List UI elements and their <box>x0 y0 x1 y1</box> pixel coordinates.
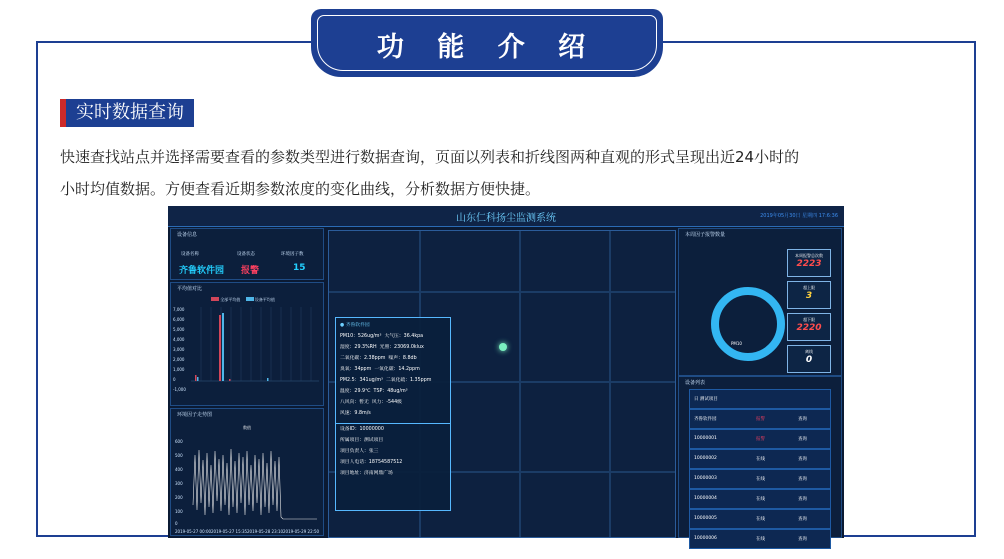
alarm-panel <box>678 228 842 376</box>
alarm-card-offline <box>787 345 831 373</box>
table-row[interactable] <box>689 469 831 489</box>
avg-bar-device <box>197 377 199 381</box>
map-panel[interactable] <box>328 230 676 538</box>
device-status: 在线 <box>756 517 765 522</box>
alarm-card-total <box>787 249 831 277</box>
query-button[interactable]: 查询 <box>798 417 807 422</box>
description-line-2: 小时均值数据。方便查看近期参数浓度的变化曲线，分析数据方便快捷。 <box>60 180 541 198</box>
table-row[interactable] <box>689 449 831 469</box>
device-status: 在线 <box>756 477 765 482</box>
device-name-label: 设备名称 <box>181 252 199 257</box>
factor-count-label: 环境因子数 <box>281 252 304 257</box>
table-row[interactable] <box>689 529 831 549</box>
popup-row: PM10：526ug/m³ 大气压：36.4kpa <box>340 334 424 339</box>
table-row[interactable] <box>689 489 831 509</box>
system-title: 山东仁科扬尘监测系统 <box>456 213 556 224</box>
popup-row: 二氧化碳：2.38ppm 噪声：8.8db <box>340 356 417 361</box>
device-status: 在线 <box>756 457 765 462</box>
trend-x-tick: 2019-05-29 22:50 <box>283 529 320 534</box>
popup-row: 湿度：29.3%RH 光照：23069.0klux <box>340 345 424 350</box>
alarm-ring-chart <box>711 287 785 361</box>
popup-detail: 设备ID：10000000 <box>340 427 384 432</box>
query-button[interactable]: 查询 <box>798 437 807 442</box>
popup-row: 臭氧：34ppm 一氧化碳：14.2ppm <box>340 367 420 372</box>
device-name: 10000005 <box>694 516 717 521</box>
title-tab <box>311 9 663 77</box>
avg-y-tick: 6,000 <box>173 317 185 322</box>
device-status-value: 报警 <box>241 266 260 276</box>
avg-chart-panel <box>170 282 324 406</box>
trend-series-line <box>193 449 317 519</box>
alarm-card-label: 超下限 <box>803 317 815 322</box>
table-row[interactable] <box>689 429 831 449</box>
device-status: 在线 <box>756 537 765 542</box>
alarm-card-value: 2220 <box>796 323 822 333</box>
query-button[interactable]: 查询 <box>798 477 807 482</box>
alarm-card-label: 离线 <box>805 349 813 354</box>
dashboard-topbar <box>168 206 844 227</box>
popup-row: 温度：29.9℃ TSP：48ug/m³ <box>340 389 408 394</box>
project-name: 日 测试项目 <box>694 397 718 402</box>
table-row[interactable] <box>689 409 831 429</box>
page-title: 功 能 介 绍 <box>376 32 598 63</box>
trend-legend: 数值 <box>243 425 251 430</box>
system-datetime: 2019年05月30日 星期四 17:6:36 <box>760 213 838 219</box>
query-button[interactable]: 查询 <box>798 497 807 502</box>
device-list-panel <box>678 376 842 542</box>
description <box>60 141 960 205</box>
trend-x-tick: 2019-05-27 15:35 <box>211 529 248 534</box>
alarm-card-label: 超上限 <box>803 285 815 290</box>
device-name-value: 齐鲁软件园 <box>179 266 225 276</box>
query-button[interactable]: 查询 <box>798 457 807 462</box>
device-name: 10000004 <box>694 496 717 501</box>
trend-y-tick: 100 <box>175 509 183 514</box>
avg-bar-all <box>195 375 197 381</box>
query-button[interactable]: 查询 <box>798 517 807 522</box>
avg-bar-device <box>267 378 269 381</box>
popup-detail: 项目负责人：张三 <box>340 449 379 454</box>
device-name: 10000003 <box>694 476 717 481</box>
query-button[interactable]: 查询 <box>798 537 807 542</box>
trend-y-tick: 300 <box>175 481 183 486</box>
table-row[interactable] <box>689 509 831 529</box>
avg-y-tick: 7,000 <box>173 307 185 312</box>
device-name: 齐鲁软件园 <box>694 417 717 422</box>
trend-x-tick: 2019-05-28 23:10 <box>247 529 284 534</box>
trend-y-tick: 400 <box>175 467 183 472</box>
trend-y-tick: 0 <box>175 521 178 526</box>
trend-chart-panel <box>170 408 324 536</box>
avg-bar-device <box>222 313 224 381</box>
alarm-card-value: 2223 <box>796 259 822 269</box>
factor-count-value: 15 <box>293 263 306 273</box>
device-name: 10000006 <box>694 536 717 541</box>
device-status: 报警 <box>756 437 765 442</box>
trend-x-tick: 2019-05-27 00:00 <box>175 529 212 534</box>
trend-chart-svg <box>171 415 323 535</box>
device-status: 报警 <box>756 417 765 422</box>
popup-detail: 项目地址：济南网鼎广场 <box>340 471 393 476</box>
avg-y-tick: -1,000 <box>173 387 186 392</box>
device-status-label: 设备状态 <box>237 252 255 257</box>
ring-label: PM10 <box>731 341 742 346</box>
avg-bar-all <box>219 315 221 381</box>
popup-row: PM2.5：341ug/m³ 二氧化硫：1.35ppm <box>340 378 432 383</box>
avg-y-tick: 3,000 <box>173 347 185 352</box>
popup-row: 风速：9.8m/s <box>340 411 371 416</box>
device-info-title: 设备信息 <box>177 232 198 238</box>
alarm-card-upper <box>787 281 831 309</box>
alarm-card-value: 3 <box>805 291 813 301</box>
project-row[interactable] <box>689 389 831 409</box>
avg-gridlines <box>201 307 311 381</box>
avg-bar-all <box>229 379 231 381</box>
avg-chart-svg <box>171 293 323 403</box>
station-popup <box>335 317 451 511</box>
alarm-title: 本周因子报警数量 <box>685 232 726 238</box>
avg-y-tick: 0 <box>173 377 176 382</box>
station-marker-icon[interactable] <box>499 343 507 351</box>
popup-station-name: ● 齐鲁软件园 <box>340 323 370 328</box>
device-name: 10000002 <box>694 456 717 461</box>
popup-row: 八风向：暂无 风力：-544级 <box>340 400 402 405</box>
alarm-card-value: 0 <box>805 355 813 365</box>
map-road <box>609 231 611 537</box>
description-line-1: 快速查找站点并选择需要查看的参数类型进行数据查询，页面以列表和折线图两种直观的形式呈现出近24小时的 <box>60 148 800 166</box>
popup-detail: 项目人电话：18754587512 <box>340 460 403 465</box>
alarm-card-label: 本周报警总次数 <box>795 253 823 258</box>
avg-y-tick: 1,000 <box>173 367 185 372</box>
trend-y-tick: 200 <box>175 495 183 500</box>
device-name: 10000001 <box>694 436 717 441</box>
dashboard-screenshot <box>168 206 844 542</box>
device-info-panel <box>170 228 324 280</box>
section-label: 实时数据查询 <box>60 99 194 127</box>
device-status: 在线 <box>756 497 765 502</box>
map-road <box>329 291 675 293</box>
map-road <box>519 231 521 537</box>
avg-y-tick: 5,000 <box>173 327 185 332</box>
trend-y-tick: 500 <box>175 453 183 458</box>
legend-device-avg: 设备平均值 <box>254 297 275 302</box>
popup-detail: 所属项目：测试项目 <box>340 438 384 443</box>
trend-y-tick: 600 <box>175 439 183 444</box>
legend-all-avg: 全部平均值 <box>220 297 241 302</box>
avg-y-tick: 2,000 <box>173 357 185 362</box>
trend-chart-title: 环境因子走势图 <box>177 412 213 418</box>
device-list-title: 设备列表 <box>685 380 706 386</box>
avg-chart-title: 平均值对比 <box>177 286 203 292</box>
avg-y-tick: 4,000 <box>173 337 185 342</box>
alarm-card-lower <box>787 313 831 341</box>
